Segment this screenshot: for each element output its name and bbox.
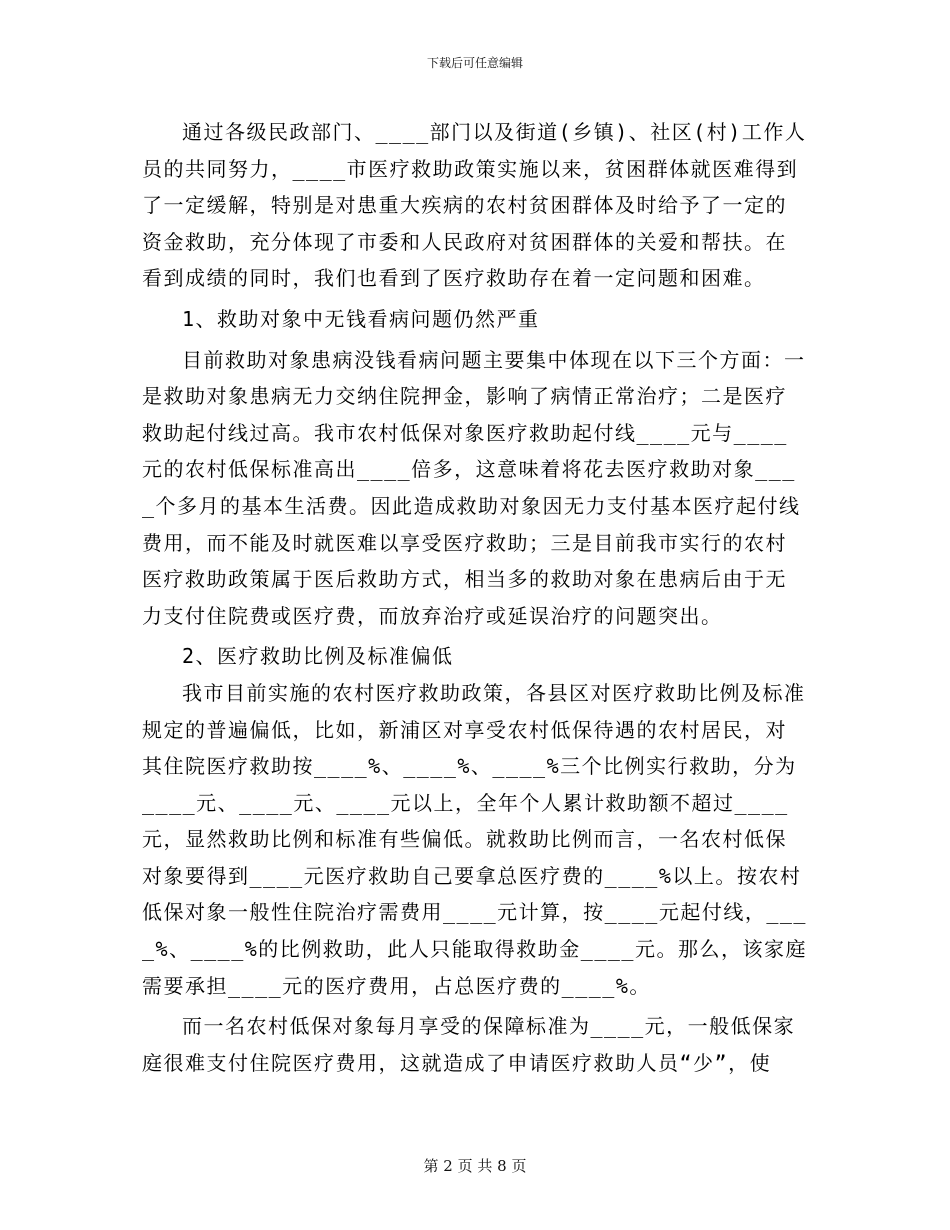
section-heading-2: 2、医疗救助比例及标准偏低 bbox=[182, 644, 454, 669]
paragraph-section-2: 我市目前实施的农村医疗救助政策，各县区对医疗救助比例及标准规定的普遍偏低，比如，新浦区对享受农村低保待遇的农村居民，对其住院医疗救助按____%、____%、____%三个比例实行救助，分为____元、____元、____元以上，全年个人累计救助额不超过____元，显然救助比例和标准有些偏低。就救助比例而言，一名农村低保对象要得到____元医疗救助自己要拿总医疗费的____%以上。按农村低保对象一般性住院治疗需费用____元计算，按____元起付线，____%、____%的比例救助，此人只能取得救助金____元。那么，该家庭需要承担____元的医疗费用，占总医疗费的____%。 bbox=[142, 680, 807, 998]
paragraph-section-1: 目前救助对象患病没钱看病问题主要集中体现在以下三个方面：一是救助对象患病无力交纳住院押金，影响了病情正常治疗；二是医疗救助起付线过高。我市农村低保对象医疗救助起付线____元与____元的农村低保标准高出____倍多，这意味着将花去医疗救助对象____个多月的基本生活费。因此造成救助对象因无力支付基本医疗起付线费用，而不能及时就医难以享受医疗救助；三是目前我市实行的农村医疗救助政策属于医后救助方式，相当多的救助对象在患病后由于无力支付住院费或医疗费，而放弃治疗或延误治疗的问题突出。 bbox=[142, 347, 806, 628]
document-body bbox=[142, 114, 808, 1081]
page-header: 下载后可任意编辑 bbox=[426, 56, 523, 70]
page-footer: 第 2 页 共 8 页 bbox=[423, 1157, 527, 1175]
paragraph-intro: 通过各级民政部门、____部门以及街道(乡镇)、社区(村)工作人员的共同努力，____市医疗救助政策实施以来，贫困群体就医难得到了一定缓解，特别是对患重大疾病的农村贫困群体及时给予了一定的资金救助，充分体现了市委和人民政府对贫困群体的关爱和帮扶。在看到成绩的同时，我们也看到了医疗救助存在着一定问题和困难。 bbox=[142, 120, 807, 291]
paragraph-closing: 而一名农村低保对象每月享受的保障标准为____元，一般低保家庭很难支付住院医疗费用，这就造成了申请医疗救助人员“少”，使 bbox=[142, 1014, 796, 1075]
section-heading-1: 1、救助对象中无钱看病问题仍然严重 bbox=[182, 306, 540, 331]
